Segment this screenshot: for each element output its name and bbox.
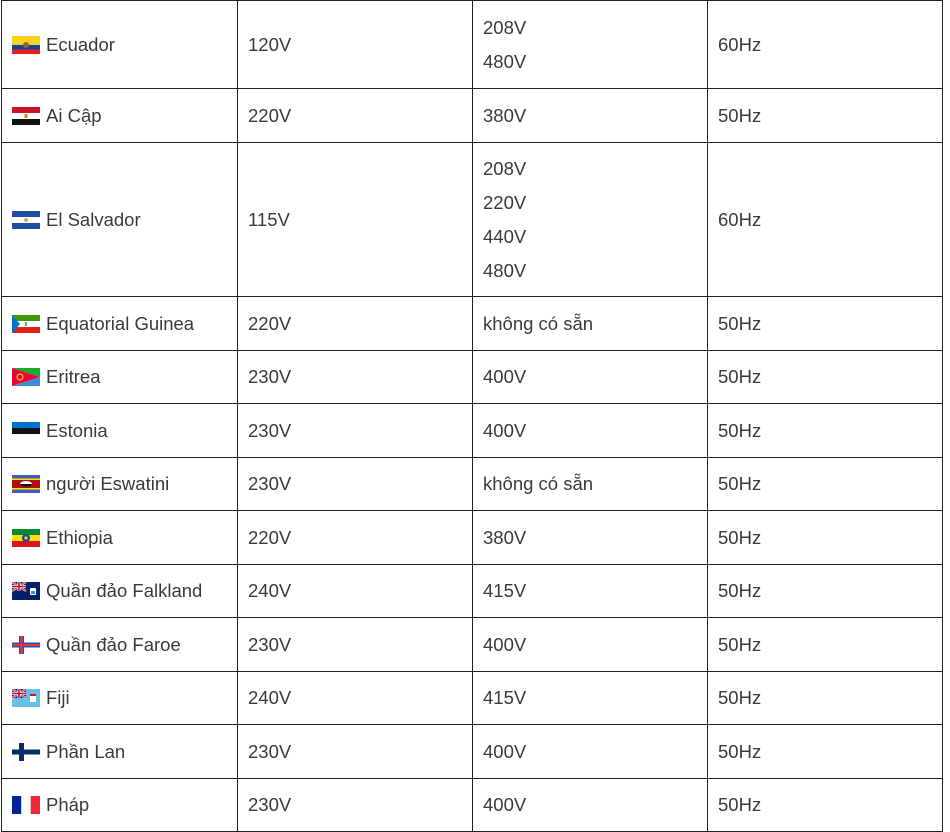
eritrea-flag-icon	[12, 368, 40, 386]
three-phase-voltage-cell	[473, 458, 708, 511]
country-cell	[2, 458, 238, 511]
country-cell	[2, 89, 238, 143]
country-name: El Salvador	[46, 208, 141, 230]
ecuador-flag-icon	[12, 36, 40, 54]
three-phase-voltage-cell	[473, 404, 708, 458]
frequency-cell: 50Hz	[708, 511, 943, 565]
table-row	[2, 725, 943, 779]
voltage-cell: 230V	[238, 779, 473, 832]
three-phase-voltage-value: 400V	[483, 633, 527, 655]
voltage-cell: 230V	[238, 618, 473, 672]
three-phase-voltage-cell	[473, 511, 708, 565]
voltage-table-body	[2, 1, 943, 832]
country-cell	[2, 351, 238, 404]
table-row	[2, 143, 943, 297]
three-phase-voltage-cell	[473, 351, 708, 404]
table-row	[2, 351, 943, 404]
three-phase-voltage-cell	[473, 1, 708, 89]
country-name: Fiji	[46, 687, 70, 708]
country-name: Quần đảo Falkland	[46, 580, 203, 601]
country-name: Equatorial Guinea	[46, 312, 195, 334]
frequency-cell: 50Hz	[708, 297, 943, 351]
three-phase-voltage-cell	[473, 618, 708, 672]
voltage-cell: 220V	[238, 297, 473, 351]
three-phase-voltage-cell	[473, 779, 708, 832]
table-row	[2, 297, 943, 351]
country-name: Eritrea	[46, 366, 101, 387]
france-flag-icon	[12, 796, 40, 814]
country-cell	[2, 672, 238, 725]
finland-flag-icon	[12, 743, 40, 761]
three-phase-voltage-cell	[473, 89, 708, 143]
country-name: Pháp	[46, 794, 90, 815]
voltage-cell: 240V	[238, 565, 473, 618]
el-salvador-flag-icon	[12, 211, 40, 229]
egypt-flag-icon	[12, 107, 40, 125]
table-row	[2, 458, 943, 511]
frequency-cell: 50Hz	[708, 725, 943, 779]
voltage-cell: 220V	[238, 89, 473, 143]
three-phase-voltage-value: 400V	[483, 740, 527, 762]
three-phase-voltage-value: 415V	[483, 580, 527, 601]
three-phase-voltage-value: 400V	[483, 794, 527, 815]
table-row	[2, 1, 943, 89]
three-phase-voltage-value: 400V	[483, 366, 527, 387]
three-phase-voltage-value: không có sẵn	[483, 312, 594, 334]
country-cell	[2, 297, 238, 351]
country-cell	[2, 565, 238, 618]
three-phase-voltage-cell	[473, 565, 708, 618]
country-cell	[2, 404, 238, 458]
frequency-cell: 50Hz	[708, 565, 943, 618]
country-name: người Eswatini	[46, 473, 170, 494]
country-cell	[2, 1, 238, 89]
three-phase-voltage-value: 380V	[483, 526, 527, 548]
country-name: Quần đảo Faroe	[46, 633, 181, 655]
frequency-cell: 50Hz	[708, 404, 943, 458]
country-cell	[2, 143, 238, 297]
country-cell	[2, 511, 238, 565]
three-phase-voltage-value: 440V	[483, 225, 527, 247]
country-cell	[2, 779, 238, 832]
frequency-cell: 50Hz	[708, 351, 943, 404]
voltage-cell: 230V	[238, 725, 473, 779]
three-phase-voltage-value: 380V	[483, 104, 527, 126]
country-name: Estonia	[46, 419, 108, 441]
frequency-cell: 50Hz	[708, 672, 943, 725]
country-name: Ecuador	[46, 33, 115, 55]
faroe-islands-flag-icon	[12, 636, 40, 654]
voltage-cell: 240V	[238, 672, 473, 725]
frequency-cell: 50Hz	[708, 618, 943, 672]
voltage-table	[1, 0, 943, 832]
fiji-flag-icon	[12, 689, 40, 707]
three-phase-voltage-cell	[473, 725, 708, 779]
table-row	[2, 672, 943, 725]
voltage-cell: 115V	[238, 143, 473, 297]
equatorial-guinea-flag-icon	[12, 315, 40, 333]
table-row	[2, 511, 943, 565]
country-name: Ethiopia	[46, 526, 113, 548]
falkland-islands-flag-icon	[12, 582, 40, 600]
estonia-flag-icon	[12, 422, 40, 440]
three-phase-voltage-value: 415V	[483, 687, 527, 708]
three-phase-voltage-value: 400V	[483, 419, 527, 441]
country-cell	[2, 618, 238, 672]
frequency-cell: 50Hz	[708, 458, 943, 511]
table-row	[2, 779, 943, 832]
frequency-cell: 60Hz	[708, 1, 943, 89]
voltage-cell: 120V	[238, 1, 473, 89]
three-phase-voltage-value: 208V	[483, 157, 527, 179]
voltage-cell: 230V	[238, 351, 473, 404]
table-row	[2, 89, 943, 143]
country-cell	[2, 725, 238, 779]
country-name: Phần Lan	[46, 740, 126, 762]
eswatini-flag-icon	[12, 475, 40, 493]
three-phase-voltage-value: 480V	[483, 259, 527, 281]
three-phase-voltage-value: 220V	[483, 191, 527, 213]
three-phase-voltage-cell	[473, 672, 708, 725]
three-phase-voltage-cell	[473, 297, 708, 351]
country-name: Ai Cập	[46, 104, 102, 126]
frequency-cell: 50Hz	[708, 89, 943, 143]
table-row	[2, 404, 943, 458]
three-phase-voltage-value: không có sẵn	[483, 473, 594, 494]
voltage-cell: 230V	[238, 404, 473, 458]
three-phase-voltage-cell	[473, 143, 708, 297]
table-row	[2, 618, 943, 672]
voltage-cell: 220V	[238, 511, 473, 565]
ethiopia-flag-icon	[12, 529, 40, 547]
frequency-cell: 50Hz	[708, 779, 943, 832]
table-row	[2, 565, 943, 618]
frequency-cell: 60Hz	[708, 143, 943, 297]
voltage-cell: 230V	[238, 458, 473, 511]
three-phase-voltage-value: 208V	[483, 16, 527, 38]
three-phase-voltage-value: 480V	[483, 50, 527, 72]
